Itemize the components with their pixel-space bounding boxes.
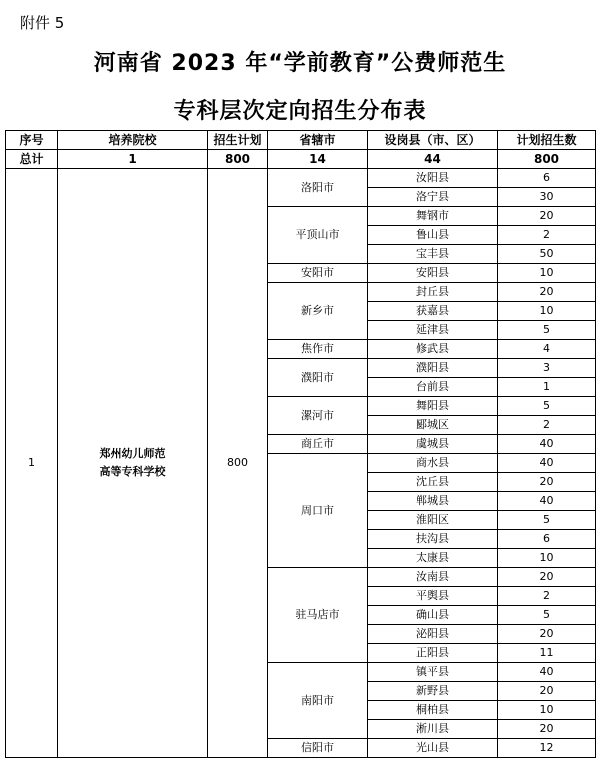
header-city: 省辖市	[268, 131, 368, 150]
total-row	[6, 150, 596, 169]
county-cell: 新野县	[368, 682, 498, 701]
header-county: 设岗县（市、区）	[368, 131, 498, 150]
quota-cell: 10	[498, 264, 596, 283]
quota-cell: 2	[498, 416, 596, 435]
quota-cell: 4	[498, 340, 596, 359]
header-school: 培养院校	[58, 131, 208, 150]
county-cell: 正阳县	[368, 644, 498, 663]
quota-cell: 20	[498, 283, 596, 302]
total-cities: 14	[268, 150, 368, 169]
county-cell: 虞城县	[368, 435, 498, 454]
county-cell: 濮阳县	[368, 359, 498, 378]
school-name-line1: 郑州幼儿师范	[99, 447, 166, 460]
total-plan: 800	[208, 150, 268, 169]
quota-cell: 50	[498, 245, 596, 264]
table-row	[6, 169, 596, 188]
quota-cell: 40	[498, 492, 596, 511]
city-cell: 新乡市	[268, 283, 368, 340]
quota-cell: 20	[498, 625, 596, 644]
county-cell: 获嘉县	[368, 302, 498, 321]
city-cell: 驻马店市	[268, 568, 368, 663]
quota-cell: 30	[498, 188, 596, 207]
city-cell: 信阳市	[268, 739, 368, 758]
quota-cell: 2	[498, 226, 596, 245]
county-cell: 宝丰县	[368, 245, 498, 264]
county-cell: 太康县	[368, 549, 498, 568]
county-cell: 郸城县	[368, 492, 498, 511]
quota-cell: 5	[498, 397, 596, 416]
total-schools: 1	[58, 150, 208, 169]
county-cell: 桐柏县	[368, 701, 498, 720]
document-title-line2: 专科层次定向招生分布表	[173, 99, 427, 124]
quota-cell: 11	[498, 644, 596, 663]
enrollment-table	[5, 130, 596, 758]
city-cell: 商丘市	[268, 435, 368, 454]
quota-cell: 10	[498, 549, 596, 568]
county-cell: 鲁山县	[368, 226, 498, 245]
county-cell: 确山县	[368, 606, 498, 625]
quota-cell: 10	[498, 701, 596, 720]
quota-cell: 6	[498, 169, 596, 188]
quota-cell: 5	[498, 511, 596, 530]
county-cell: 安阳县	[368, 264, 498, 283]
county-cell: 延津县	[368, 321, 498, 340]
county-cell: 泌阳县	[368, 625, 498, 644]
total-label: 总计	[6, 150, 58, 169]
city-cell: 漯河市	[268, 397, 368, 435]
county-cell: 舞阳县	[368, 397, 498, 416]
county-cell: 镇平县	[368, 663, 498, 682]
county-cell: 舞钢市	[368, 207, 498, 226]
county-cell: 封丘县	[368, 283, 498, 302]
quota-cell: 20	[498, 568, 596, 587]
city-cell: 平顶山市	[268, 207, 368, 264]
quota-cell: 5	[498, 321, 596, 340]
header-seq: 序号	[6, 131, 58, 150]
quota-cell: 6	[498, 530, 596, 549]
county-cell: 淮阳区	[368, 511, 498, 530]
county-cell: 商水县	[368, 454, 498, 473]
quota-cell: 12	[498, 739, 596, 758]
county-cell: 平舆县	[368, 587, 498, 606]
city-cell: 焦作市	[268, 340, 368, 359]
county-cell: 修武县	[368, 340, 498, 359]
city-cell: 周口市	[268, 454, 368, 568]
city-cell: 安阳市	[268, 264, 368, 283]
quota-cell: 40	[498, 454, 596, 473]
document-title-line1: 河南省 2023 年“学前教育”公费师范生	[93, 51, 507, 76]
quota-cell: 1	[498, 378, 596, 397]
school-cell	[58, 169, 208, 758]
quota-cell: 10	[498, 302, 596, 321]
county-cell: 沈丘县	[368, 473, 498, 492]
county-cell: 扶沟县	[368, 530, 498, 549]
header-plan: 招生计划	[208, 131, 268, 150]
total-quota: 800	[498, 150, 596, 169]
county-cell: 台前县	[368, 378, 498, 397]
quota-cell: 3	[498, 359, 596, 378]
seq-cell: 1	[6, 169, 58, 758]
city-cell: 南阳市	[268, 663, 368, 739]
quota-cell: 5	[498, 606, 596, 625]
quota-cell: 2	[498, 587, 596, 606]
quota-cell: 40	[498, 435, 596, 454]
quota-cell: 20	[498, 207, 596, 226]
quota-cell: 40	[498, 663, 596, 682]
county-cell: 汝阳县	[368, 169, 498, 188]
header-row	[6, 131, 596, 150]
county-cell: 汝南县	[368, 568, 498, 587]
quota-cell: 20	[498, 473, 596, 492]
city-cell: 濮阳市	[268, 359, 368, 397]
county-cell: 淅川县	[368, 720, 498, 739]
county-cell: 洛宁县	[368, 188, 498, 207]
county-cell: 郾城区	[368, 416, 498, 435]
total-counties: 44	[368, 150, 498, 169]
header-quota: 计划招生数	[498, 131, 596, 150]
city-cell: 洛阳市	[268, 169, 368, 207]
quota-cell: 20	[498, 720, 596, 739]
plan-cell: 800	[208, 169, 268, 758]
attachment-label: 附件 5	[20, 14, 65, 32]
county-cell: 光山县	[368, 739, 498, 758]
quota-cell: 20	[498, 682, 596, 701]
school-name-line2: 高等专科学校	[99, 465, 166, 478]
